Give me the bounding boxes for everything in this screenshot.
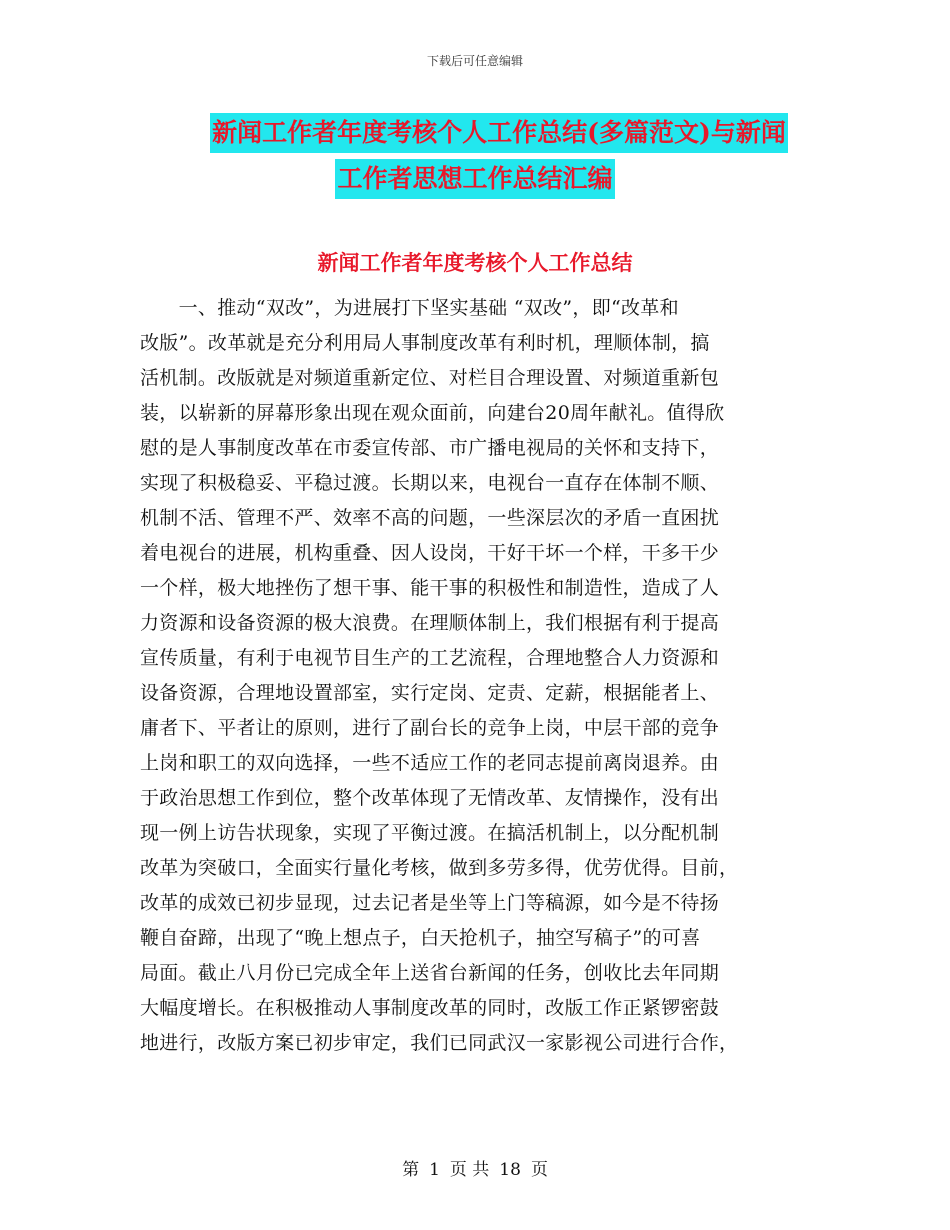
text-line: 上岗和职工的双向选择，一些不适应工作的老同志提前离岗退养。由 [140,752,720,774]
text-line: 宣传质量，有利于电视节目生产的工艺流程，合理地整合人力资源和 [140,647,720,669]
text-line: 慰的是人事制度改革在市委宣传部、市广播电视局的关怀和支持下， [140,437,720,459]
text-line: 实现了积极稳妥、平稳过渡。长期以来，电视台一直存在体制不顺、 [140,472,720,494]
document-title [0,110,950,202]
text-line: 一个样，极大地挫伤了想干事、能干事的积极性和制造性，造成了人 [140,577,720,599]
text-line: 地进行，改版方案已初步审定，我们已同武汉一家影视公司进行合作， [140,1032,739,1054]
page-number: 1 [429,1160,440,1180]
text-line: 力资源和设备资源的极大浪费。在理顺体制上，我们根据有利于提高 [140,612,720,634]
text-line: 设备资源，合理地设置部室，实行定岗、定责、定薪，根据能者上、 [140,682,720,704]
text-line: 改革为突破口，全面实行量化考核，做到多劳多得，优劳优得。目前， [140,857,739,879]
text-line: 庸者下、平者让的原则，进行了副台长的竞争上岗，中层干部的竞争 [140,717,720,739]
text-line: 着电视台的进展，机构重叠、因人设岗，干好干坏一个样，干多干少 [140,542,720,564]
footer-suffix: 页 [530,1160,548,1180]
text-line: 改革的成效已初步显现，过去记者是坐等上门等稿源，如今是不待扬 [140,892,720,914]
text-line: 大幅度增长。在积极推动人事制度改革的同时，改版工作正紧锣密鼓 [140,997,720,1019]
text-line: 鞭自奋蹄，出现了“晚上想点子，白天抢机子，抽空写稿子”的可喜 [140,927,701,949]
footer-prefix: 第 [402,1160,420,1180]
document-title-line-2: 工作者思想工作总结汇编 [335,159,614,199]
footer-middle: 页 共 [449,1160,490,1180]
header-note: 下载后可任意编辑 [426,54,523,68]
text-line: 机制不活、管理不严、效率不高的问题，一些深层次的矛盾一直困扰 [140,507,720,529]
text-line: 改版”。改革就是充分利用局人事制度改革有利时机，理顺体制，搞 [140,332,710,354]
page-footer [0,1155,950,1180]
document-title-line-1: 新闻工作者年度考核个人工作总结(多篇范文)与新闻 [210,113,788,153]
text-line: 于政治思想工作到位，整个改革体现了无情改革、友情操作，没有出 [140,787,720,809]
text-line: 活机制。改版就是对频道重新定位、对栏目合理设置、对频道重新包 [140,367,720,389]
text-line: 一、推动“双改”，为进展打下坚实基础 “双改”，即“改革和 [140,297,679,319]
text-line: 装，以崭新的屏幕形象出现在观众面前，向建台20周年献礼。值得欣 [140,402,725,424]
total-pages: 18 [499,1160,521,1180]
section-title: 新闻工作者年度考核个人工作总结 [317,250,633,275]
text-line: 现一例上访告状现象，实现了平衡过渡。在搞活机制上，以分配机制 [140,822,720,844]
body-paragraph [140,291,806,1061]
text-line: 局面。截止八月份已完成全年上送省台新闻的任务，创收比去年同期 [140,962,720,984]
